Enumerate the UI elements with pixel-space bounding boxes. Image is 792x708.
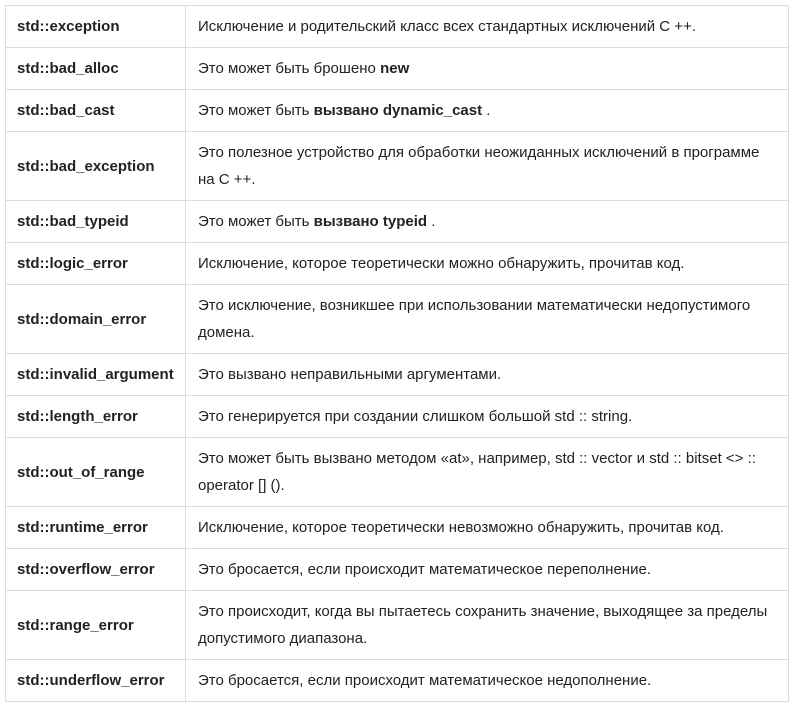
exception-name-cell: std::invalid_argument — [6, 354, 186, 396]
description-text: . — [427, 213, 436, 230]
exceptions-table-container — [5, 5, 789, 702]
exception-description-cell — [186, 507, 789, 549]
exception-name-cell: std::logic_error — [6, 243, 186, 285]
description-text: Это происходит, когда вы пытаетесь сохранить значение, выходящее за пределы допустимого диапазона. — [198, 603, 768, 647]
table-row — [6, 591, 789, 660]
exception-name-cell: std::range_error — [6, 591, 186, 660]
table-row — [6, 396, 789, 438]
exception-description-cell — [186, 285, 789, 354]
table-row — [6, 660, 789, 702]
description-text: . — [482, 102, 491, 119]
exceptions-table-body — [6, 6, 789, 702]
exception-name-cell: std::length_error — [6, 396, 186, 438]
exception-name-cell: std::bad_alloc — [6, 48, 186, 90]
exception-description-cell — [186, 591, 789, 660]
exception-name-cell: std::underflow_error — [6, 660, 186, 702]
description-text: Это исключение, возникшее при использовании математически недопустимого домена. — [198, 297, 751, 341]
description-text: Это вызвано неправильными аргументами. — [198, 366, 502, 383]
table-row — [6, 132, 789, 201]
exception-description-cell — [186, 354, 789, 396]
exception-description-cell — [186, 90, 789, 132]
table-row — [6, 354, 789, 396]
table-row — [6, 285, 789, 354]
exception-description-cell — [186, 132, 789, 201]
description-text: Это может быть — [198, 213, 314, 230]
description-text: Исключение, которое теоретически невозможно обнаружить, прочитав код. — [198, 519, 724, 536]
table-row — [6, 90, 789, 132]
description-text: Исключение, которое теоретически можно обнаружить, прочитав код. — [198, 255, 685, 272]
exception-description-cell — [186, 660, 789, 702]
table-row — [6, 549, 789, 591]
table-row — [6, 438, 789, 507]
table-row — [6, 507, 789, 549]
description-text: Исключение и родительский класс всех стандартных исключений C ++. — [198, 18, 696, 35]
table-row — [6, 243, 789, 285]
exception-name-cell: std::overflow_error — [6, 549, 186, 591]
description-text: Это может быть — [198, 102, 314, 119]
exception-description-cell — [186, 48, 789, 90]
exception-name-cell: std::out_of_range — [6, 438, 186, 507]
exception-name-cell: std::bad_typeid — [6, 201, 186, 243]
description-keyword: вызвано typeid — [313, 213, 428, 230]
description-keyword: вызвано dynamic_cast — [313, 102, 483, 119]
table-row — [6, 48, 789, 90]
description-keyword: new — [380, 60, 410, 77]
exception-name-cell: std::runtime_error — [6, 507, 186, 549]
description-text: Это генерируется при создании слишком большой std :: string. — [198, 408, 633, 425]
exception-description-cell — [186, 549, 789, 591]
exception-description-cell — [186, 438, 789, 507]
table-row — [6, 6, 789, 48]
description-text: Это может быть брошено — [198, 60, 381, 77]
exception-name-cell: std::domain_error — [6, 285, 186, 354]
description-text: Это может быть вызвано методом «at», например, std :: vector и std :: bitset <> :: operator [] (). — [198, 450, 756, 494]
exceptions-table — [5, 5, 789, 702]
exception-name-cell: std::exception — [6, 6, 186, 48]
description-text: Это бросается, если происходит математическое переполнение. — [198, 561, 651, 578]
table-row — [6, 201, 789, 243]
exception-description-cell — [186, 396, 789, 438]
exception-description-cell — [186, 243, 789, 285]
description-text: Это бросается, если происходит математическое недополнение. — [198, 672, 652, 689]
exception-description-cell — [186, 201, 789, 243]
exception-name-cell: std::bad_exception — [6, 132, 186, 201]
exception-description-cell — [186, 6, 789, 48]
description-text: Это полезное устройство для обработки неожиданных исключений в программе на C ++. — [198, 144, 760, 188]
exception-name-cell: std::bad_cast — [6, 90, 186, 132]
